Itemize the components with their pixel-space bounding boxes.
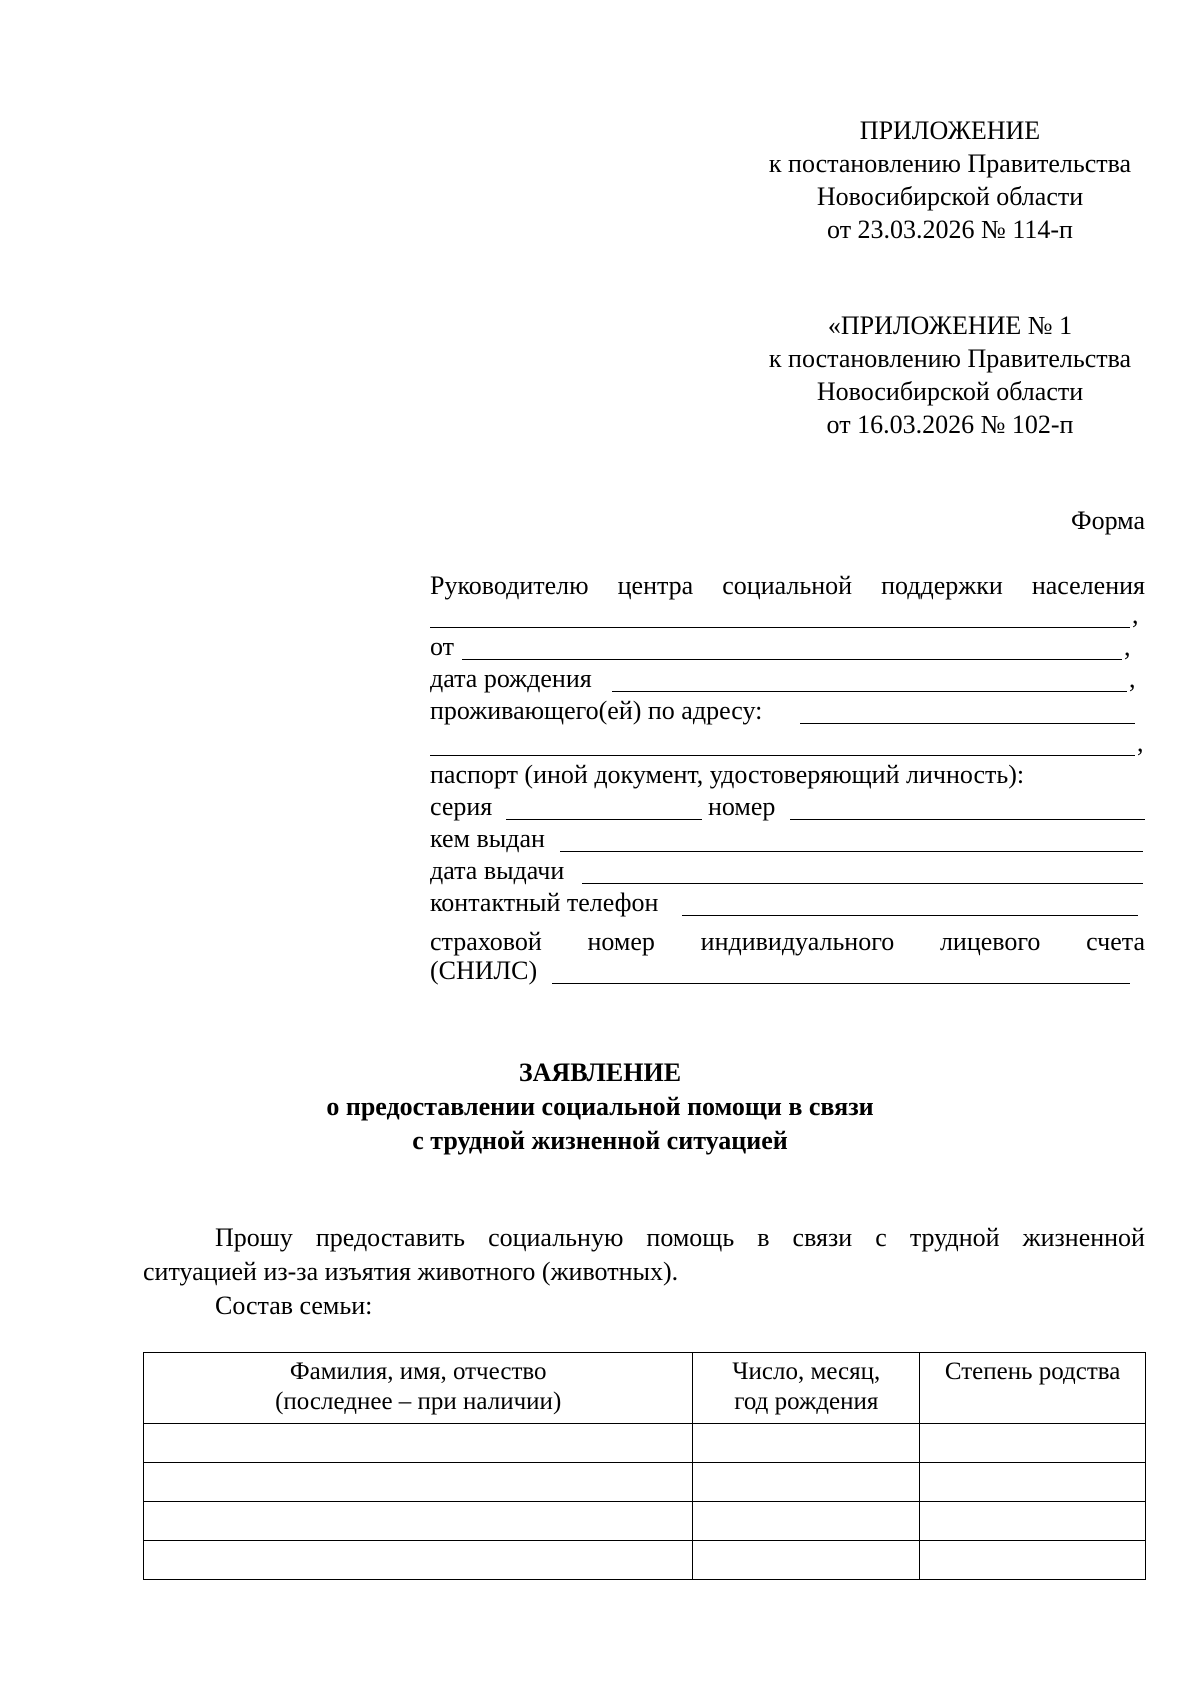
request-word: помощь [646, 1223, 735, 1252]
statement-subtitle-1: о предоставлении социальной помощи в связи [326, 1092, 874, 1121]
issued-by-label: кем выдан [430, 823, 545, 853]
address-continuation-underline [430, 755, 1135, 756]
table-cell[interactable] [920, 1424, 1146, 1463]
from-label: от [430, 631, 455, 661]
snils-label: (СНИЛС) [430, 955, 538, 985]
phone-underline [682, 915, 1138, 916]
issued-by-underline [560, 851, 1143, 852]
appendix1-region-line: Новосибирской области [816, 377, 1084, 406]
table-row [144, 1424, 1146, 1463]
table-cell[interactable] [693, 1541, 920, 1580]
table-row [144, 1541, 1146, 1580]
addressee-word: населения [1031, 571, 1145, 600]
table-row [144, 1502, 1146, 1541]
series-label: серия [430, 791, 493, 821]
table-cell[interactable] [144, 1502, 693, 1541]
table-cell[interactable] [144, 1424, 693, 1463]
appendix-date-line: от 23.03.2026 № 114-п [827, 215, 1073, 244]
request-word: трудной [909, 1223, 1000, 1252]
header-full-name-line1: Фамилия, имя, отчество [289, 1358, 547, 1385]
birth-date-field[interactable] [430, 664, 1145, 696]
issue-date-field[interactable] [430, 856, 1145, 888]
table-cell[interactable] [920, 1463, 1146, 1502]
request-word: в [757, 1223, 770, 1252]
phone-label: контактный телефон [430, 887, 659, 917]
series-underline[interactable] [506, 819, 702, 820]
snils-word: счета [1086, 927, 1145, 956]
request-word: связи [792, 1223, 853, 1252]
header-relationship [920, 1353, 1146, 1424]
form-label: Форма [1071, 506, 1145, 535]
appendix-decree-line: к постановлению Правительства [768, 149, 1132, 178]
snils-word: лицевого [939, 927, 1041, 956]
family-table-header-row [144, 1353, 1146, 1424]
table-cell[interactable] [693, 1424, 920, 1463]
issue-date-underline [582, 883, 1143, 884]
center-name-underline [430, 627, 1130, 628]
snils-word: индивидуального [700, 927, 895, 956]
comma: , [1129, 663, 1136, 693]
addressee-heading [430, 570, 1145, 601]
snils-word: страховой [430, 927, 542, 956]
phone-field[interactable] [430, 888, 1145, 920]
table-cell[interactable] [920, 1541, 1146, 1580]
request-word: Прошу [215, 1223, 293, 1252]
table-cell[interactable] [920, 1502, 1146, 1541]
header-birth-date-line1: Число, месяц, [732, 1358, 881, 1385]
appendix1-title: «ПРИЛОЖЕНИЕ № 1 [827, 311, 1073, 340]
request-line-2: ситуацией из-за изъятия животного (животных). [143, 1257, 679, 1286]
snils-field[interactable] [430, 956, 1145, 988]
request-line-1 [215, 1222, 1145, 1253]
address-label: проживающего(ей) по адресу: [430, 695, 763, 725]
header-full-name [144, 1353, 693, 1424]
appendix1-date-line: от 16.03.2026 № 102-п [826, 410, 1074, 439]
series-number-row [430, 792, 1145, 824]
request-word: социальную [488, 1223, 624, 1252]
appendix-region-line: Новосибирской области [816, 182, 1084, 211]
request-word: предоставить [315, 1223, 466, 1252]
snils-word: номер [587, 927, 655, 956]
from-field[interactable] [430, 632, 1145, 664]
birth-date-underline [612, 691, 1127, 692]
table-cell[interactable] [144, 1541, 693, 1580]
birth-date-label: дата рождения [430, 663, 592, 693]
snils-underline [552, 983, 1130, 984]
header-relationship-line1: Степень родства [944, 1358, 1121, 1385]
header-full-name-line2: (последнее – при наличии) [275, 1388, 562, 1415]
appendix-title: ПРИЛОЖЕНИЕ [859, 116, 1041, 145]
number-underline[interactable] [790, 819, 1145, 820]
comma: , [1137, 727, 1144, 757]
family-label: Состав семьи: [215, 1291, 373, 1320]
addressee-word: центра [617, 571, 694, 600]
appendix1-decree-line: к постановлению Правительства [768, 344, 1132, 373]
issue-date-label: дата выдачи [430, 855, 565, 885]
address-field[interactable] [430, 696, 1145, 728]
address-continuation-field[interactable] [430, 728, 1145, 760]
from-underline [462, 659, 1122, 660]
addressee-word: Руководителю [430, 571, 589, 600]
family-table [143, 1352, 1146, 1580]
passport-row [430, 760, 1145, 792]
snils-heading [430, 926, 1145, 957]
statement-subtitle-2: с трудной жизненной ситуацией [412, 1126, 788, 1155]
request-word: с [875, 1223, 887, 1252]
issued-by-field[interactable] [430, 824, 1145, 856]
addressee-word: социальной [722, 571, 853, 600]
number-label: номер [708, 791, 776, 821]
center-name-field[interactable] [430, 600, 1145, 632]
table-cell[interactable] [144, 1463, 693, 1502]
table-cell[interactable] [693, 1463, 920, 1502]
request-word: жизненной [1022, 1223, 1145, 1252]
comma: , [1124, 631, 1131, 661]
addressee-word: поддержки [881, 571, 1003, 600]
header-birth-date-line2: год рождения [734, 1388, 879, 1415]
comma: , [1132, 599, 1139, 629]
statement-title: ЗАЯВЛЕНИЕ [518, 1058, 682, 1087]
passport-label: паспорт (иной документ, удостоверяющий личность): [430, 759, 1025, 789]
address-underline [800, 723, 1135, 724]
table-row [144, 1463, 1146, 1502]
table-cell[interactable] [693, 1502, 920, 1541]
header-birth-date [693, 1353, 920, 1424]
